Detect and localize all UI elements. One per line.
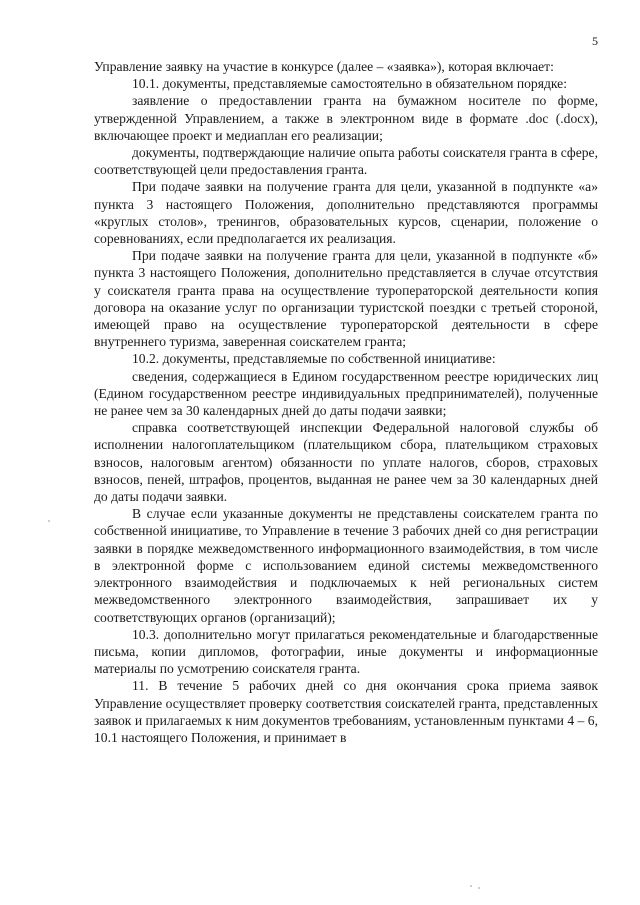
paragraph-tax-certificate: справка соответствующей инспекции Федеральной налоговой службы об исполнении налогоплательщиком (плательщиком сбора, плательщиком страховых взносов, налоговым агентом) обязанности по уплате налогов, сборов, страховых взносов, пеней, штрафов, процентов, выданная не ранее чем за 30 календарных дней до даты подачи заявки. xyxy=(94,420,598,505)
paragraph-10-2: 10.2. документы, представляемые по собственной инициативе: xyxy=(132,351,496,367)
paragraph-subitem-a: При подаче заявки на получение гранта для цели, указанной в подпункте «а» пункта 3 настоящего Положения, дополнительно представляются программы «круглых столов», тренингов, образовательных курсов, сценарии, положение о соревнованиях, если предполагается их реализация. xyxy=(94,179,598,247)
page-number: 5 xyxy=(592,34,598,48)
paragraph-intro: Управление заявку на участие в конкурсе (далее – «заявка»), которая включает: xyxy=(94,59,554,74)
paragraph-10-3: 10.3. дополнительно могут прилагаться рекомендательные и благодарственные письма, копии дипломов, фотографии, иные документы и информационные материалы по усмотрению соискателя гранта. xyxy=(94,626,598,677)
scan-speck xyxy=(48,520,50,522)
paragraph-application-statement: заявление о предоставлении гранта на бумажном носителе по форме, утвержденной Управлением, а также в электронном виде в формате .doc (.docx), включающее проект и медиаплан его реализации; xyxy=(94,93,598,143)
paragraph-subitem-b: При подаче заявки на получение гранта для цели, указанной в подпункте «б» пункта 3 настоящего Положения, дополнительно представляется в случае отсутствия у соискателя гранта права на осуществление туроператорской деятельности копия договора на оказание услуг по организации туристской поездки с третьей стороной, имеющей право на осуществление туроператорской деятельности в сфере внутреннего туризма, заверенная соискателем гранта; xyxy=(94,248,598,350)
paragraph-experience-documents: документы, подтверждающие наличие опыта работы соискателя гранта в сфере, соответствующей цели предоставления гранта. xyxy=(94,145,598,178)
scan-speck xyxy=(470,885,472,887)
scan-speck xyxy=(478,887,480,889)
document-body xyxy=(94,58,598,746)
paragraph-10-1: 10.1. документы, представляемые самостоятельно в обязательном порядке: xyxy=(132,76,567,92)
paragraph-11: 11. В течение 5 рабочих дней со дня окончания срока приема заявок Управление осуществляет проверку соответствия соискателей гранта, представленных заявок и прилагаемых к ним документов требованиям, установленным пунктами 4 – 6, 10.1 настоящего Положения, и принимает в xyxy=(94,678,598,745)
paragraph-registry-info: сведения, содержащиеся в Едином государственном реестре юридических лиц (Едином государственном реестре индивидуальных предпринимателей), полученные не ранее чем за 30 календарных дней до даты подачи заявки; xyxy=(94,368,598,419)
paragraph-interagency-request: В случае если указанные документы не представлены соискателем гранта по собственной инициативе, то Управление в течение 3 рабочих дней со дня регистрации заявки в порядке межведомственного информационного взаимодействия, в том числе в электронной форме с использованием единой системы межведомственного электронного взаимодействия и подключаемых к ней региональных систем межведомственного электронного взаимодействия, запрашивает их у соответствующих органов (организаций); xyxy=(94,506,598,625)
